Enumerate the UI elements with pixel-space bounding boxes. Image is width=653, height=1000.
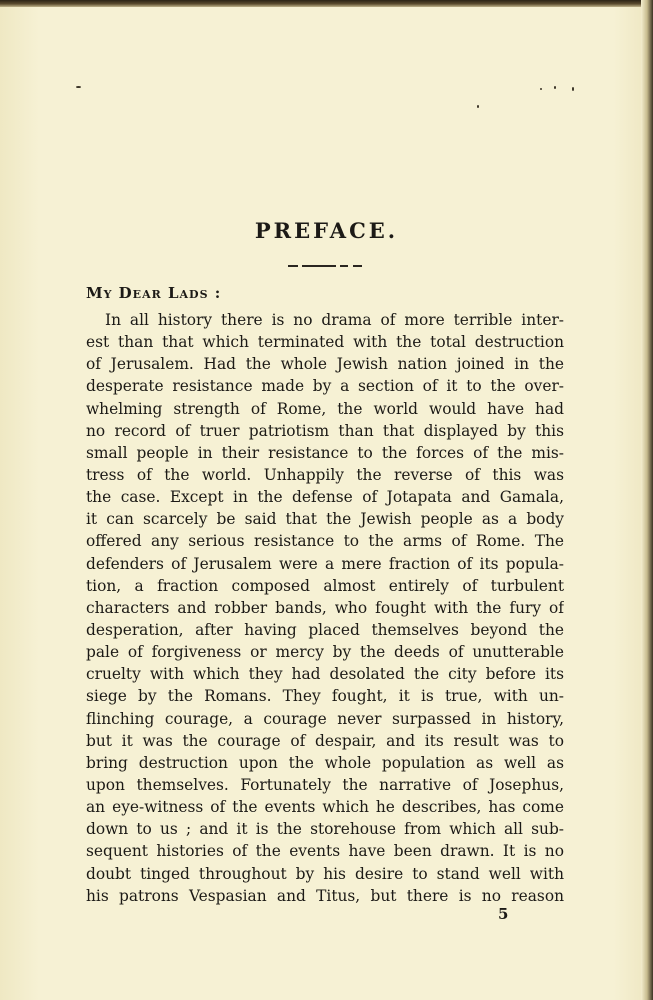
text-line: flinching courage, a courage never surpassed in history, [86,709,564,728]
text-line: cruelty with which they had desolated the city before its [86,665,564,684]
text-line: pale of forgiveness or mercy by the deeds of unutterable [86,643,564,662]
text-line: bring destruction upon the whole population as well as [86,753,564,772]
page-title: PREFACE. [254,218,399,243]
text-line: offered any serious resistance to the arms of Rome. The [86,532,564,551]
title-divider [288,265,362,267]
text-line: est than that which terminated with the total destruction [86,333,564,352]
text-line: siege by the Romans. They fought, it is true, with un- [86,687,564,706]
text-line: small people in their resistance to the forces of the mis- [86,443,564,462]
preface-body [86,309,564,907]
text-line: down to us ; and it is the storehouse from which all sub- [86,820,564,839]
page-number: 5 [498,905,509,923]
text-line: doubt tinged throughout by his desire to stand well with [86,864,564,883]
ink-speck [540,88,542,90]
text-line: desperation, after having placed themselves beyond the [86,620,564,639]
text-line: the case. Except in the defense of Jotapata and Gamala, [86,488,564,507]
text-line: In all history there is no drama of more terrible inter- [105,311,564,329]
text-line: no record of truer patriotism than that displayed by this [86,421,564,440]
text-line: of Jerusalem. Had the whole Jewish nation joined in the [86,355,564,374]
page-right-edge [641,0,653,1000]
text-line: upon themselves. Fortunately the narrative of Josephus, [86,775,564,794]
text-line: tion, a fraction composed almost entirely of turbulent [86,576,564,595]
text-line: but it was the courage of despair, and its result was to [86,731,564,750]
text-line: characters and robber bands, who fought with the fury of [86,598,564,617]
salutation: My Dear Lads : [86,284,222,302]
text-line: it can scarcely be said that the Jewish people as a body [86,510,564,529]
page-top-edge [0,0,653,7]
ink-speck [554,86,556,89]
text-line: tress of the world. Unhappily the reverse of this was [86,465,564,484]
text-line: defenders of Jerusalem were a mere fraction of its popula- [86,554,564,573]
text-line: sequent histories of the events have been drawn. It is no [86,842,564,861]
ink-speck [76,86,81,88]
text-line: whelming strength of Rome, the world would have had [86,399,564,418]
text-line: his patrons Vespasian and Titus, but there is no reason [86,886,564,905]
text-line: desperate resistance made by a section of it to the over- [86,377,564,396]
ink-speck [477,105,479,108]
ink-speck [572,87,574,91]
text-line: an eye-witness of the events which he describes, has come [86,798,564,817]
